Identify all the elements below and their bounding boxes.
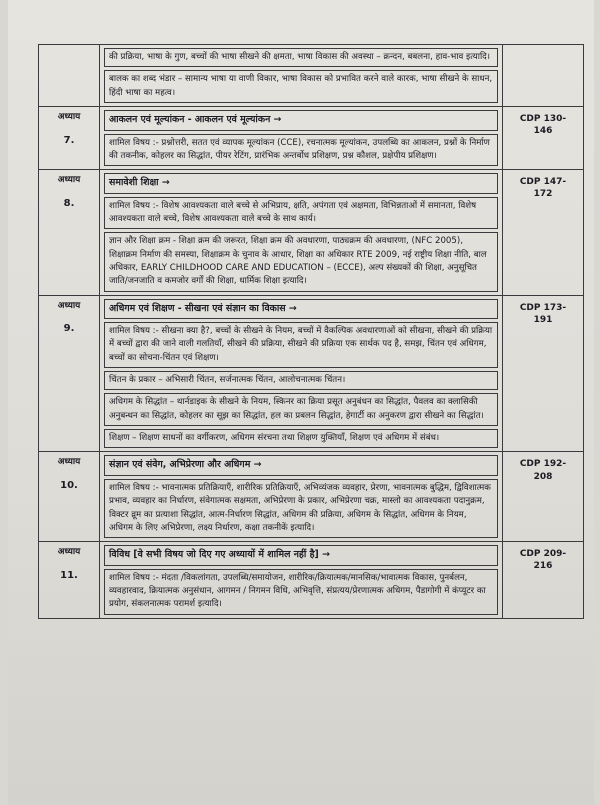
- cdp-range-end: 172: [533, 189, 553, 200]
- chapter-number-cell: [39, 45, 100, 107]
- topic-paragraph: शामिल विषय :- सीखना क्या है?, बच्चों के सीखने के नियम, बच्चों में वैकल्पिक अवधारणाओं को सीखना, सीखने की प्रक्रिया में बच्चों द्वारा की जाने वाली गलतियाँ, सीखने की प्रक्रिया, सीखने की प्रक्रिया एक सार्थक पद है, समझ, चिंतन एवं अधिगम, बच्चों का सोचना-चिंतन एवं शिक्षण।: [104, 322, 498, 368]
- topic-paragraph: शामिल विषय :- मंदता /विकलांगता, उपलब्धि/समायोजन, शारीरिक/क्रियात्मक/मानसिक/भावात्मक विकास, पुनर्बलन, व्यवहारवाद, क्रियात्मक अनुसंधान, आगमन / निगमन विधि, अभिवृत्ति, संप्रत्यय/प्रेरणात्मक अधिगम, पैडागोगी में कंप्यूटर का प्रयोग, संकलनात्मक परामर्श इत्यादि।: [104, 569, 498, 615]
- chapter-row: [39, 542, 584, 619]
- chapter-content-cell: [100, 45, 503, 107]
- chapter-label: अध्याय: [57, 111, 81, 122]
- chapter-row: [39, 45, 584, 107]
- chapter-content-cell: [100, 106, 503, 169]
- cdp-reference-cell: [503, 45, 584, 107]
- chapter-number-cell: [39, 170, 100, 295]
- chapter-label: अध्याय: [57, 457, 81, 468]
- chapter-row: [39, 452, 584, 542]
- cdp-range-start: CDP 209-: [519, 549, 567, 560]
- cdp-range-start: CDP 130-: [519, 113, 567, 124]
- cdp-range-end: 146: [533, 126, 553, 137]
- cdp-reference-cell: [503, 542, 584, 619]
- chapter-title: विविध [वे सभी विषय जो दिए गए अध्यायों में शामिल नहीं है] →: [104, 545, 498, 566]
- cdp-page-range: [503, 113, 583, 137]
- chapter-title: संज्ञान एवं संवेग, अभिप्रेरणा और अधिगम →: [104, 455, 498, 476]
- topic-paragraph: बालक का शब्द भंडार – सामान्य भाषा या वाणी विकार, भाषा विकास को प्रभावित करने वाले कारक, भाषा सीखने के साधन, हिंदी भाषा का महत्व।: [104, 70, 498, 103]
- topic-paragraph: शामिल विषय :- प्रश्नोत्तरी, सतत एवं व्यापक मूल्यांकन (CCE), रचनात्मक मूल्यांकन, उपलब्धि का आकलन, प्रश्नों के निर्माण की तकनीक, कोहलर का सिद्धांत, पीयर रेटिंग, प्रारंभिक अन्तर्बोध प्रशिक्षण, प्रश्न कौशल, प्रक्षेपीय प्रशिक्षण।: [104, 134, 498, 167]
- topic-paragraph: की प्रक्रिया, भाषा के गुण, बच्चों की भाषा सीखने की क्षमता, भाषा विकास की अवस्था – क्रन्दन, बबलना, हाव-भाव इत्यादि।: [104, 48, 498, 67]
- cdp-reference-cell: [503, 295, 584, 452]
- chapter-number-cell: [39, 295, 100, 452]
- chapter-content-cell: [100, 295, 503, 452]
- cdp-range-end: 216: [533, 561, 553, 572]
- cdp-reference-cell: [503, 170, 584, 295]
- cdp-reference-cell: [503, 452, 584, 542]
- chapter-number-cell: [39, 106, 100, 169]
- cdp-range-start: CDP 147-: [519, 177, 567, 188]
- chapter-number: 10.: [60, 479, 78, 491]
- document-page: [8, 0, 594, 805]
- chapter-number: 7.: [63, 134, 75, 146]
- chapter-number: 11.: [60, 569, 78, 581]
- chapter-number-cell: [39, 542, 100, 619]
- cdp-page-range: [503, 302, 583, 326]
- cdp-range-end: 208: [533, 471, 553, 482]
- cdp-range-start: CDP 192-: [519, 459, 567, 470]
- topic-paragraph: शामिल विषय :- भावनात्मक प्रतिक्रियाएँ, शारीरिक प्रतिक्रियाएँ, अभिव्यंजक व्यवहार, प्रेरणा, भावनात्मक बुद्धिम, द्विविशात्मक प्रभाव, व्यवहार का निर्धारण, संवेगात्मक सक्षमता, अभिप्रेरणा के प्रकार, अभिप्रेरणा चक्र, मास्लो का आवश्यकता पदानुक्रम, विक्टर व्रूम का प्रत्याशा सिद्धांत, आत्म-निर्धारण सिद्धांत, अधिगम की प्रक्रिया, अधिगम के सिद्धांत, अधिगम के नियम, अधिगम के लिए अभिप्रेरणा, लक्ष्य निर्धारण, कक्षा तकनीकें इत्यादि।: [104, 479, 498, 538]
- syllabus-table: [38, 44, 584, 619]
- chapter-label: अध्याय: [57, 300, 81, 311]
- topic-paragraph: शामिल विषय :- विशेष आवश्यकता वाले बच्चे से अभिप्राय, क्षति, अपंगता एवं अक्षमता, विभिन्नताओं में समानता, विशेष आवश्यकता वाले बच्चे, विशेष आवश्यकता वाले बच्चे के साथ कार्य।: [104, 197, 498, 230]
- chapter-number-cell: [39, 452, 100, 542]
- chapter-title: आकलन एवं मूल्यांकन - आकलन एवं मूल्यांकन →: [104, 110, 498, 131]
- chapter-number: 9.: [63, 323, 75, 335]
- cdp-range-end: 191: [533, 314, 553, 325]
- chapter-number: 8.: [63, 197, 75, 209]
- chapter-row: [39, 295, 584, 452]
- cdp-reference-cell: [503, 106, 584, 169]
- cdp-page-range: [503, 458, 583, 482]
- chapter-label: अध्याय: [57, 175, 81, 186]
- chapter-title: समावेशी शिक्षा →: [104, 173, 498, 194]
- topic-paragraph: चिंतन के प्रकार – अभिसारी चिंतन, सर्जनात्मक चिंतन, आलोचनात्मक चिंतन।: [104, 371, 498, 390]
- cdp-range-start: CDP 173-: [519, 302, 567, 313]
- chapter-label: अध्याय: [57, 547, 81, 558]
- chapter-content-cell: [100, 542, 503, 619]
- chapter-row: [39, 170, 584, 295]
- topic-paragraph: शिक्षण – शिक्षण साधनों का वर्गीकरण, अधिगम संरचना तथा शिक्षण युक्तियाँ, शिक्षण एवं अधिगम में संबंध।: [104, 429, 498, 448]
- cdp-page-range: [503, 548, 583, 572]
- chapter-title: अधिगम एवं शिक्षण - सीखना एवं संज्ञान का विकास →: [104, 299, 498, 320]
- chapter-content-cell: [100, 452, 503, 542]
- topic-paragraph: ज्ञान और शिक्षा क्रम - शिक्षा क्रम की जरूरत, शिक्षा क्रम की अवधारणा, पाठ्यक्रम की अवधारणा, (NFC 2005), शिक्षाक्रम निर्माण की समस्या, शिक्षाक्रम के चुनाव के आधार, शिक्षा का अधिकार RTE 2009, नई राष्ट्रीय शिक्षा नीति, बाल अधिकार, EARLY CHILDHOOD CARE AND EDUCATION – (ECCE), अल्प संख्यकों की शिक्षा, अनुसूचित जाति/जनजाति व कमजोर वर्गों की शिक्षा, धार्मिक शिक्षा इत्यादि।: [104, 232, 498, 291]
- topic-paragraph: अधिगम के सिद्धांत – थार्नडाइक के सीखने के नियम, स्किनर का क्रिया प्रसूत अनुबंधन का सिद्धांत, पैवलव का क्लासिकी अनुबन्धन का सिद्धांत, कोहलर का सूझ का सिद्धांत, हल का प्रबलन सिद्धांत, हेगार्टी का अनुकरण द्वारा सीखने का सिद्धांत।: [104, 393, 498, 426]
- chapter-content-cell: [100, 170, 503, 295]
- cdp-page-range: [503, 176, 583, 200]
- chapter-row: [39, 106, 584, 169]
